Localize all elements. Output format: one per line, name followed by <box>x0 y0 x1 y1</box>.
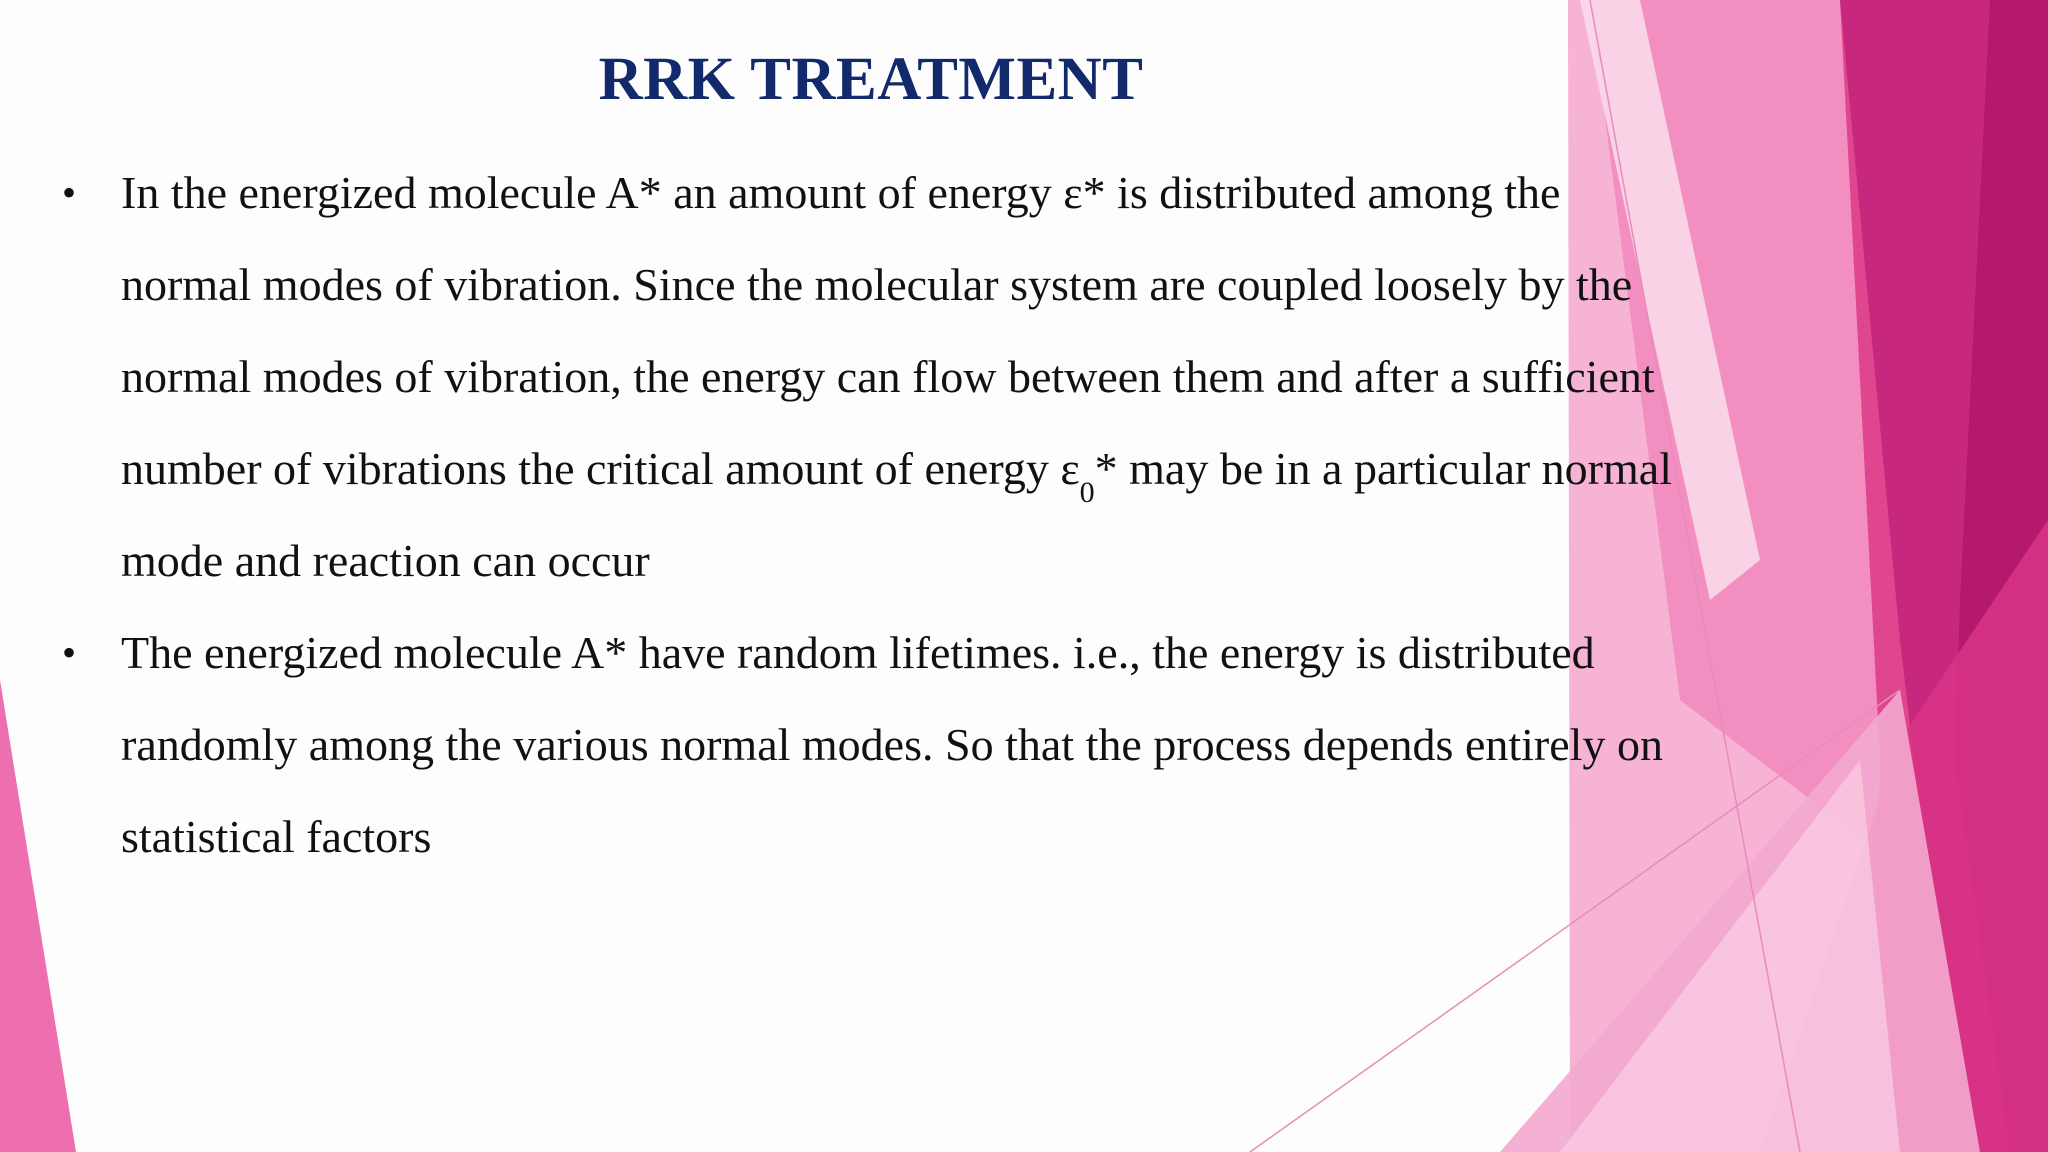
bullet-1-line-4-after: * may be in a particular normal <box>1094 443 1672 494</box>
bullet-1-line-1: In the energized molecule A* an amount of energy ε* is distributed among the <box>121 167 1561 218</box>
bullet-2-line-3: statistical factors <box>121 811 432 862</box>
slide-title: RRK TREATMENT <box>598 46 1144 113</box>
bullet-1-line-3: normal modes of vibration, the energy can flow between them and after a sufficient <box>121 351 1655 402</box>
bullet-list <box>0 147 1920 883</box>
bullet-item-2 <box>0 607 1920 883</box>
bullet-1-line-4-before: number of vibrations the critical amount of energy ε <box>121 443 1080 494</box>
bullet-marker: • <box>62 630 77 675</box>
bullet-1-line-2: normal modes of vibration. Since the molecular system are coupled loosely by the <box>121 259 1633 310</box>
bullet-2-line-1: The energized molecule A* have random lifetimes. i.e., the energy is distributed <box>121 627 1595 678</box>
bullet-item-1 <box>0 147 1920 607</box>
bullet-1-line-5: mode and reaction can occur <box>121 535 650 586</box>
bullet-2-line-2: randomly among the various normal modes. So that the process depends entirely on <box>121 719 1663 770</box>
bullet-marker: • <box>62 170 77 215</box>
epsilon-subscript: 0 <box>1079 476 1095 509</box>
bullet-1-line-4 <box>121 423 1920 515</box>
